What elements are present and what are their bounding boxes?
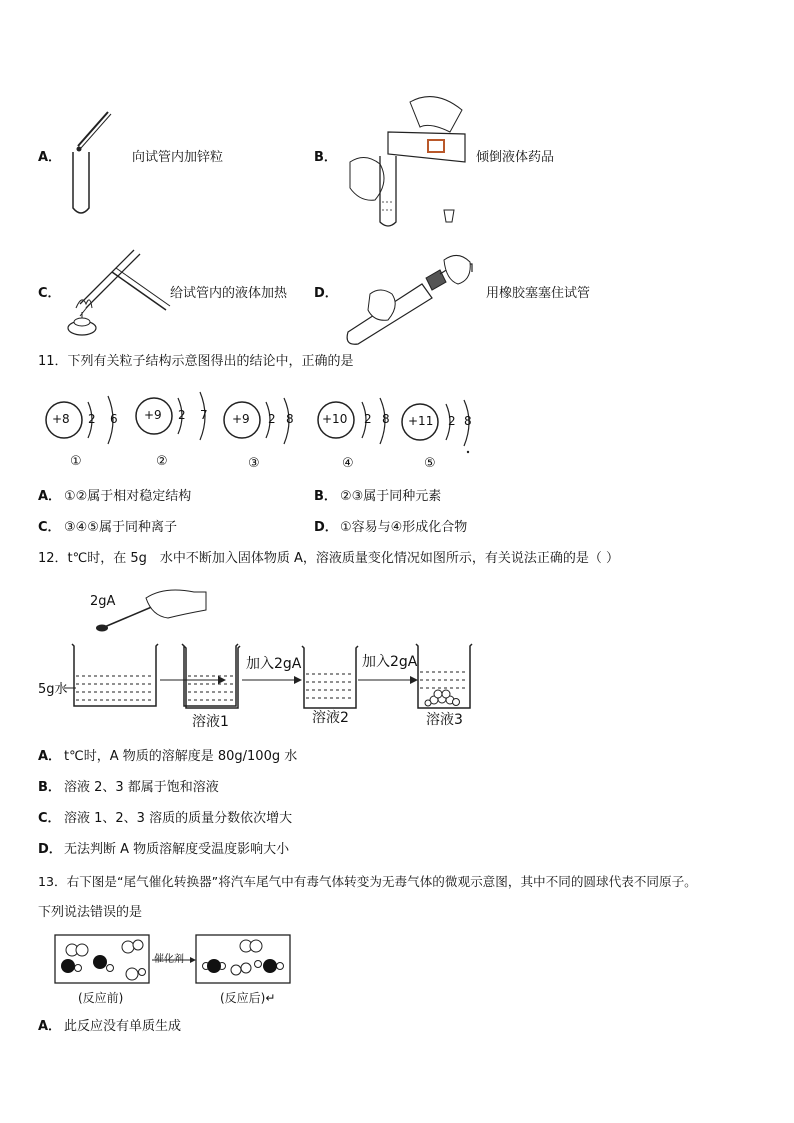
option-text: 给试管内的液体加热 — [170, 286, 288, 301]
before-label: (反应前) — [78, 991, 124, 1005]
question-stem: 12．t℃时，在 5g 水中不断加入固体物质 A，溶液质量变化情况如图所示，有关说法正确的是（ ） — [38, 551, 620, 566]
particle-diagram — [222, 392, 312, 471]
nucleus-charge: +9 — [144, 408, 162, 422]
option-text: 用橡胶塞塞住试管 — [486, 286, 591, 301]
option-text: ①容易与④形成化合物 — [340, 520, 468, 535]
beaker-icon — [416, 642, 474, 712]
option-letter: D． — [38, 842, 62, 857]
beaker-label: 溶液3 — [426, 712, 463, 728]
particle-label: ② — [156, 454, 168, 469]
shell-electrons: 2 — [88, 412, 96, 426]
particle-label: ⑤ — [424, 456, 436, 471]
stoppering-tube-icon — [340, 250, 480, 345]
option-text: ③④⑤属于同种离子 — [64, 520, 177, 535]
beaker-sequence — [36, 640, 476, 712]
water-label: 5g水 — [38, 682, 68, 697]
option-letter: A． — [38, 150, 62, 165]
shell-electrons: 8 — [464, 414, 472, 428]
particle-diagram — [44, 390, 134, 469]
add-label: 加入2gA — [362, 654, 418, 670]
particle-diagram — [400, 394, 490, 471]
particle-diagram — [316, 392, 406, 471]
particle-label: ④ — [342, 456, 354, 471]
beaker-icon — [302, 644, 360, 712]
nucleus-charge: +8 — [52, 412, 70, 426]
option-letter: C． — [38, 286, 61, 301]
nucleus-charge: +10 — [322, 412, 348, 426]
option-text: t℃时，A 物质的溶解度是 80g/100g 水 — [64, 749, 298, 764]
beaker-icon — [184, 644, 242, 712]
heating-test-tube-icon — [62, 242, 172, 342]
catalyst-label: 催化剂 — [154, 954, 184, 965]
option-text: ②③属于同种元素 — [340, 489, 442, 504]
test-tube-zinc-icon — [68, 108, 118, 216]
option-letter: B． — [314, 150, 337, 165]
question-stem: 13．右下图是“尾气催化转换器”将汽车尾气中有毒气体转变为无毒气体的微观示意图，其中不同的圆球代表不同原子。 — [38, 874, 697, 889]
shell-electrons: 8 — [382, 412, 390, 426]
shell-electrons: 8 — [286, 412, 294, 426]
particle-label: ① — [70, 454, 82, 469]
option-letter: B． — [38, 780, 61, 795]
shell-electrons: 2 — [268, 412, 276, 426]
nucleus-charge: +11 — [408, 414, 434, 428]
shell-electrons: 2 — [178, 408, 186, 422]
question-stem: 11．下列有关粒子结构示意图得出的结论中，正确的是 — [38, 354, 354, 369]
shell-electrons: 6 — [110, 412, 118, 426]
option-text: 此反应没有单质生成 — [64, 1019, 182, 1034]
add-label: 加入2gA — [246, 656, 302, 672]
shell-electrons: 2 — [364, 412, 372, 426]
option-letter: C． — [38, 520, 61, 535]
option-text: ①②属于相对稳定结构 — [64, 489, 192, 504]
option-letter: A． — [38, 749, 62, 764]
pouring-liquid-icon — [340, 92, 470, 232]
option-letter: B． — [314, 489, 337, 504]
particle-diagram — [134, 386, 224, 469]
option-letter: A． — [38, 489, 62, 504]
nucleus-charge: +9 — [232, 412, 250, 426]
option-text: 溶液 2、3 都属于饱和溶液 — [64, 780, 219, 795]
option-letter: D． — [314, 520, 338, 535]
spoon-label: 2gA — [90, 594, 116, 609]
particle-label: ③ — [248, 456, 260, 471]
shell-electrons: 2 — [448, 414, 456, 428]
option-text: 倾倒液体药品 — [476, 150, 555, 165]
option-letter: D． — [314, 286, 338, 301]
beaker-label: 溶液2 — [312, 710, 349, 726]
option-text: 向试管内加锌粒 — [132, 150, 224, 165]
option-text: 无法判断 A 物质溶解度受温度影响大小 — [64, 842, 290, 857]
shell-electrons: 7 — [200, 408, 208, 422]
option-letter: C． — [38, 811, 61, 826]
beaker-label: 溶液1 — [192, 714, 229, 730]
after-label: (反应后)↵ — [220, 991, 276, 1005]
option-text: 溶液 1、2、3 溶质的质量分数依次增大 — [64, 811, 293, 826]
question-stem: 下列说法错误的是 — [38, 905, 143, 920]
option-letter: A． — [38, 1019, 62, 1034]
